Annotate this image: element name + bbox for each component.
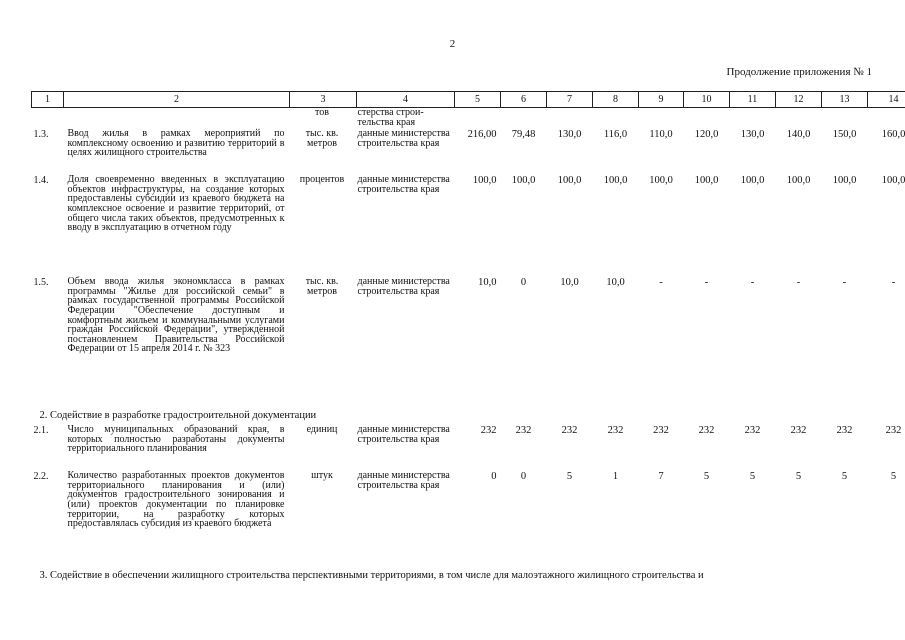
col-header: 4 <box>357 92 455 108</box>
value-cell: 100,0 <box>694 175 719 187</box>
value-cell: 0 <box>491 471 497 483</box>
value-cell: 232 <box>561 425 578 437</box>
value-cell: 10,0 <box>560 277 579 289</box>
value-cell: - <box>796 277 801 289</box>
value-cell: 5 <box>890 471 897 483</box>
data-source: данные министерства строительства края <box>357 128 450 149</box>
page-number: 2 <box>449 38 456 50</box>
value-cell: 5 <box>566 471 573 483</box>
indicator-name: Число муниципальных образований края, в которых полностью разработаны документы территориального планирования <box>67 424 285 455</box>
value-cell: 232 <box>885 425 902 437</box>
col-header: 9 <box>639 92 684 108</box>
header-row <box>32 92 905 108</box>
value-cell: - <box>750 277 755 289</box>
col-header: 13 <box>822 92 868 108</box>
value-cell: - <box>704 277 709 289</box>
table-row <box>32 469 905 567</box>
col-header: 2 <box>64 92 290 108</box>
value-cell: 100,0 <box>881 175 905 187</box>
row-number: 1.5. <box>33 277 49 289</box>
value-cell: 5 <box>703 471 710 483</box>
value-cell: 232 <box>653 425 669 437</box>
data-source: данные министерства строительства края <box>357 174 450 195</box>
value-cell: 79,48 <box>511 129 536 141</box>
value-cell: 100,0 <box>649 175 673 187</box>
value-cell: 232 <box>790 425 807 437</box>
value-cell: 232 <box>515 425 532 437</box>
value-cell: 100,0 <box>603 175 628 187</box>
unit-of-measure: штук <box>311 470 333 482</box>
value-cell: 100,0 <box>511 175 536 187</box>
unit-of-measure: тыс. кв. метров <box>305 276 339 297</box>
row-number: 1.3. <box>33 129 49 141</box>
col-header: 3 <box>290 92 357 108</box>
indicator-name: Ввод жилья в рамках мероприятий по комплексному освоению и развитию территорий в целях жилищного строительства <box>67 128 285 159</box>
col-header: 5 <box>455 92 501 108</box>
col-header: 10 <box>684 92 730 108</box>
row-number: 2.1. <box>33 425 49 437</box>
value-cell: 130,0 <box>557 129 582 141</box>
value-cell: 0 <box>520 471 527 483</box>
value-cell: 110,0 <box>649 129 673 141</box>
row-number: 2.2. <box>33 471 49 483</box>
table-row <box>32 275 905 407</box>
value-cell: - <box>842 277 847 289</box>
col-header: 8 <box>593 92 639 108</box>
col-header: 12 <box>776 92 822 108</box>
value-cell: 130,0 <box>740 129 765 141</box>
value-cell: 100,0 <box>472 175 497 187</box>
value-cell: 100,0 <box>740 175 765 187</box>
value-cell: 232 <box>836 425 853 437</box>
value-cell: 232 <box>698 425 715 437</box>
table-row <box>32 173 905 275</box>
indicators-table <box>31 91 905 583</box>
value-cell: 232 <box>744 425 761 437</box>
indicator-name: Объем ввода жилья экономкласса в рамках программы "Жилье для российской семьи" в рамках государственной программы Российской Федерации "Обеспечение доступным и комфортным жильем и коммунальными услугами граждан Российской Федерации", утвержденной постановлением Правительства Российской Федерации от 15 апреля 2014 г. № 323 <box>67 276 285 355</box>
value-cell: 5 <box>795 471 802 483</box>
unit-of-measure: единиц <box>306 424 338 436</box>
data-source: данные министерства строительства края <box>357 424 450 445</box>
value-cell: 140,0 <box>786 129 811 141</box>
indicator-name: Доля своевременно введенных в эксплуатацию объектов инфраструктуры, на создание которых предоставлены субсидии из краевого бюджета на комплексное освоение и развитие территорий, от общего числа таких объектов, предусмотренных к вводу в эксплуатацию в отчетном году <box>67 174 285 234</box>
value-cell: 5 <box>749 471 756 483</box>
value-cell: - <box>659 277 663 289</box>
section-title: 2. Содействие в разработке градостроительной документации <box>39 410 317 422</box>
value-cell: 0 <box>520 277 527 289</box>
value-cell: 10,0 <box>478 277 497 289</box>
col-header: 1 <box>32 92 64 108</box>
value-cell: 116,0 <box>603 129 628 141</box>
value-cell: 232 <box>480 425 497 437</box>
value-cell: 5 <box>841 471 848 483</box>
value-cell: 120,0 <box>694 129 719 141</box>
value-cell: - <box>891 277 896 289</box>
value-cell: 10,0 <box>606 277 625 289</box>
carry-over-unit: тов <box>315 107 329 118</box>
carry-over-source: стерства строи-тельства края <box>357 107 424 128</box>
indicator-name: Количество разработанных проектов документов территориального планирования и (или) документов градостроительного зонирования и (или) проектов документации по планировке территории, на разработку которых предоставлялась субсидия из краевого бюджета <box>67 470 285 530</box>
data-source: данные министерства строительства края <box>357 276 450 297</box>
row-number: 1.4. <box>33 175 49 187</box>
section-title: 3. Содействие в обеспечении жилищного строительства перспективными территориями, в том числе для малоэтажного жилищного строительства и <box>39 570 704 582</box>
col-header: 7 <box>547 92 593 108</box>
value-cell: 100,0 <box>557 175 582 187</box>
section-row <box>32 407 905 423</box>
value-cell: 150,0 <box>832 129 857 141</box>
value-cell: 160,0 <box>881 129 905 141</box>
unit-of-measure: процентов <box>299 174 345 186</box>
table-row <box>32 423 905 469</box>
col-header: 6 <box>501 92 547 108</box>
data-source: данные министерства строительства края <box>357 470 450 491</box>
value-cell: 100,0 <box>786 175 811 187</box>
value-cell: 100,0 <box>832 175 857 187</box>
section-row <box>32 567 905 583</box>
table-row <box>32 127 905 173</box>
value-cell: 7 <box>658 471 664 483</box>
unit-of-measure: тыс. кв. метров <box>305 128 339 149</box>
continuation-label: Продолжение приложения № 1 <box>726 66 872 78</box>
carry-over-row <box>32 108 905 128</box>
col-header: 11 <box>730 92 776 108</box>
value-cell: 232 <box>607 425 624 437</box>
value-cell: 1 <box>612 471 619 483</box>
col-header: 14 <box>868 92 905 108</box>
value-cell: 216,00 <box>467 129 497 141</box>
